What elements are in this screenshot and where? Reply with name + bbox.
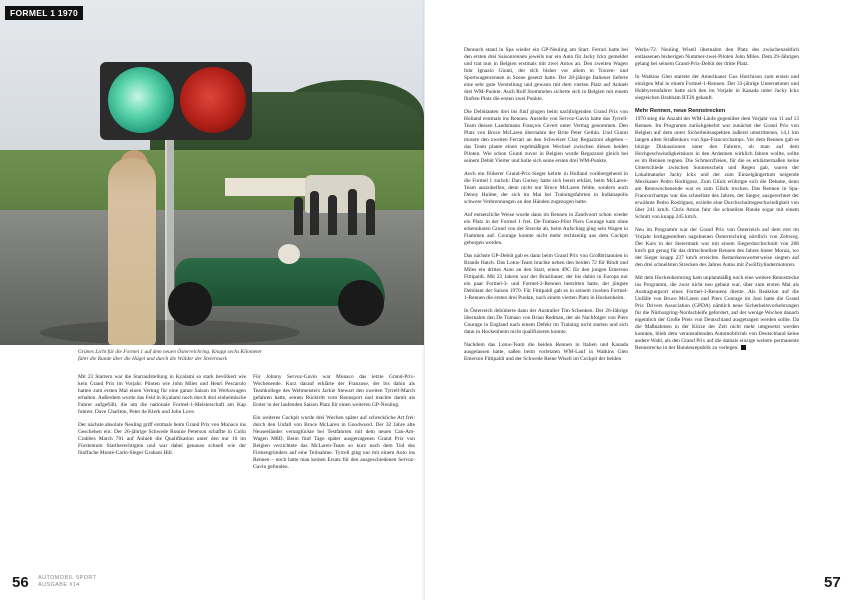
right-column-2 — [635, 47, 799, 358]
red-light-icon — [180, 67, 246, 133]
photo-car-wheel — [338, 280, 384, 326]
paragraph: Nachdem das Lotus-Team die beiden Rennen in Italien und Kanada ausgelassen hatte, saßen beim vorletzten WM-Lauf in Watkins Glen Emerson Fittipaldi und der Schwede Reine Wisell im Cockpit der beiden — [464, 342, 628, 362]
left-page — [0, 0, 424, 600]
paragraph: Auch ein früherer Grand-Prix-Sieger kehrte in Holland vorübergehend in die Formel 1 zurück: Dan Gurney hatte sich bereit erklärt, beim McLaren-Team auszuhelfen, denn nicht nur Bruce McLaren fehlte, sondern auch Denny Hulme, der sich im Mai bei Trainingsfahrten in Indianapolis schwere Verbrennungen an den Händen zugezogen hatte. — [464, 171, 628, 205]
paragraph: In Österreich debütierte dann der Australier Tim Schenken. Der 26-Jährige übernahm den De Tomaso von Brian Redman, der als Nachfolger von Piers Courage in England nach einem Defekt im Training nicht starten und sich dann in Hockenheim nicht qualifizieren konnte. — [464, 308, 628, 335]
paragraph: Neu im Programm war der Grand Prix von Österreich auf dem erst im Vorjahr fertiggestellten nagelneuen Österreichring nördlich von Zeltweg. Der Kurs in der Steiermark war mit einem Siegerdurchschnitt von 208 km/h gut genug für das drittschnellste Rennen des Jahres hinter Monza, wo der Sieger knapp 237 km/h erreichte. Bemerkenswerterweise siegten auf den drei schnellsten Strecken des Jahres Autos mit Zwölfzylindermotoren. — [635, 227, 799, 268]
right-column-1 — [464, 47, 628, 369]
green-light-icon — [108, 67, 174, 133]
paragraph: Werks-72. Neuling Wisell übernahm den Platz des zwischenzeitlich entlassenen bisherigen Nummer-zwei-Piloten John Miles. Dem 29-Jährigen gelang bei seinem Grand-Prix-Debüt der dritte Platz. — [635, 47, 799, 67]
paragraph: Dennoch stand in Spa wieder ein GP-Neuling am Start. Ferrari hatte bei den ersten drei Saisonrennen jeweils nur ein Auto für Jacky Ickx gemeldet und trat nun in Belgien erstmals mit zwei Autos an. Den zweiten Wagen fuhr Ignazio Giunti, der sich bisher vor allem in Touren- und Sportwagenrennen in Szene gesetzt hatte. Der 28-jährige Italiener lieferte eine sehr gute Vorstellung und gewann mit dem vierten Platz auf Anhieb drei WM-Punkte. Auch Rolf Stommelen sicherte sich in Belgien mit einem fünften Platz die ersten zwei Punkte. — [464, 47, 628, 102]
end-mark-icon — [741, 345, 746, 350]
paragraph: 1970 stieg die Anzahl der WM-Läufe gegenüber dem Vorjahr von 11 auf 13 Rennen. Im Programm zurückgekehrt war zunächst der Grand Prix von Belgien auf dem unter Sicherheitsaspekten äußerst umstrittenen, 14,1 km langen alten Straßenkurs von Spa-Francorchamps. Vor dem Rennen gab es hitzige Diskussionen unter den Fahrern, ob man auf dem Hochgeschwindigkeitskurs in den Ardennen wirklich fahren wollte, sollte es im Rennen regnen. Die Schmerzfreien, für die es erklärtermaßen keine Unterschiede zwischen Sonnenschein und Regen gab, waren der Lokalmatador Jacky Ickx und der zum Einzelgängertum neigende Mexikaner Pedro Rodríguez. Zum Glück erübrigte sich die Debatte, denn am Rennwochenende war es zum Glück trocken. Das Rennen in Spa-Francorchamps war das schnellste des Jahres, der Sieger, ausgerechnet der erwähnte Pedro Rodríguez, erzielte eine Durchschnittsgeschwindigkeit von über 241 km/h. Chris Amon fuhr die schnellste Runde sogar mit einem Schnitt von knapp 245 km/h. — [635, 116, 799, 220]
left-column-1 — [78, 374, 246, 463]
magazine-issue: AUSGABE #14 — [38, 582, 80, 588]
photo-crowd — [290, 185, 380, 235]
section-tag: FORMEL 1 1970 — [5, 6, 83, 20]
left-column-2 — [253, 374, 415, 477]
magazine-name: AUTOMOBIL SPORT — [38, 575, 97, 581]
page-number-left: 56 — [12, 574, 29, 591]
paragraph: Die Debütanten drei bis fünf gingen beim nachfolgenden Grand Prix von Holland erstmals ins Rennen. Anstelle von Servoz-Gavin hatte das Tyrrell-Team dessen Landsmann François Cevert unter Vertrag genommen. Den Platz von Bruce McLaren übernahm der Brite Peter Gethin. Und Giunti musste den zweiten Ferrari an den Schweizer Clay Regazzoni abgeben – das Team plante einen regelmäßigen Wechsel zwischen diesen beiden Piloten. Wie schon Giunti zuvor in Belgien wurde Regazzoni gleich bei seinem Debüt Vierter und holte sich seine ersten drei WM-Punkte. — [464, 109, 628, 164]
paragraph: Für Johnny Servoz-Gavin war Monaco das letzte Grand-Prix-Wochenende. Kurz darauf erklärte der Franzose, der bis dahin als Teamkollege des Weltmeisters Jackie Stewart den zweiten Tyrrell-March gefahren hatte, seinen Rücktritt vom Rennsport und machte damit als Erster in der laufenden Saison Platz für einen weiteren GP-Neuling. — [253, 374, 415, 408]
photo-shadow — [40, 320, 300, 345]
paragraph: Der nächste absolute Neuling griff erstmals beim Grand Prix von Monaco ins Geschehen ein: Der 26-jährige Schwede Ronnie Peterson schaffte in Colin Crabbes March 701 auf Anhieb die Qualifikation unter den nur 16 im Fürstentum Startberechtigten und war dabei genauso schnell wie der fünffache Monte-Carlo-Sieger Graham Hill. — [78, 422, 246, 456]
page-number-right: 57 — [824, 574, 841, 591]
section-heading: Mehr Rennen, neue Rennstrecken — [635, 108, 726, 114]
paragraph: Das nächste GP-Debüt gab es dann beim Grand Prix von Großbritannien in Brands Hatch. Das Lotus-Team brachte neben den beiden 72 für Rindt und Miles ein drittes Auto an den Start, einen 49C für den jungen Emerson Fittipaldi. Mit 23 Jahren war der Brasilianer, der bis dahin in Europa nur ein paar Formel-3- und Formel-2-Rennen bestritten hatte, der jüngste Debütant der Saison 1970. Für Fittipaldi gab es in seinem zweiten Formel-1-Rennen die ersten drei Punkte, nach einem vierten Platz in Hockenheim. — [464, 253, 628, 301]
photo-driver-helmet — [278, 244, 300, 264]
paragraph-last — [635, 275, 799, 352]
magazine-footer — [38, 575, 96, 589]
paragraph-text: Mit dem Hockenheimring kam unplanmäßig noch eine weitere Rennstrecke ins Programm, die zwar nicht neu gebaut war, über zum ersten Mal als Austragungsort eines Formel-1-Rennens diente. Als Reaktion auf die Unfälle von Bruce McLaren und Piers Courage im Juni hatte die Grand Prix Drivers Association (GPDA) nämlich neue Sicherheitsvorkehrungen für die Nürburgring-Nordschleife gefordert, auf der wenige Wochen danach eigentlich der Große Preis von Deutschland ausgetragen werden sollte. Da die Maßnahmen in der Kürze der Zeit nicht mehr umgesetzt werden konnten, blieb dem veranstaltenden Automobilclub von Deutschland keine andere Wahl, als den Grand Prix auf die damals einzige weitere permanente Rennstrecke in der Bundesrepublik zu verlegen. — [635, 275, 799, 351]
paragraph: Ein weiteres Cockpit wurde drei Wochen später auf schreckliche Art frei: durch den Unfall von Bruce McLaren in Goodwood. Der 32 Jahre alte Neuseeländer verunglückte bei Testfahrten mit dem neuen Can-Am-Wagen M8D. Beim fünf Tage später ausgetragenen Grand Prix von Belgien verzichtete das McLaren-Team so kurz nach dem Tod des Firmengründers auf eine Teilnahme. Tyrrell ging nur mit einem Auto ins Rennen – noch hatte man keinen Ersatz für den ausgeschiedenen Servoz-Gavin gefunden. — [253, 415, 415, 470]
photo-car-wheel — [168, 282, 212, 326]
photo-marshal — [108, 158, 156, 345]
right-page — [425, 0, 849, 600]
paragraph: In Watkins Glen startete der Amerikaner Gus Hutchison zum ersten und einzigen Mal in einem Formel-1-Rennen. Der 33-jährige Unternehmer und Hobbyrennfahrer hatte sich den im Vorjahr in Kanada unter Jacky Ickx siegreichen Brabham BT26 gekauft. — [635, 74, 799, 101]
photo-race-start — [0, 0, 424, 345]
photo-caption: Grünes Licht für die Formel 1 auf dem neuen Österreichring. Knapp sechs Kilometer führt die Runde über die Hügel und durch die Wälder der Steiermark — [78, 349, 263, 362]
paragraph: Auf entsetzliche Weise wurde dann im Rennen in Zandvoort schon wieder ein Platz in der Formel 1 frei. De-Tomaso-Pilot Piers Courage kam ohne erkennbaren Grund von der Strecke ab, beim Aufschlag ging sein Wagen in Flammen auf. Courage konnte nicht mehr rechtzeitig aus dem Cockpit geborgen werden. — [464, 212, 628, 246]
paragraph: Mit 23 Startern war die Startaufstellung in Kyalami so stark bevölkert wie kein Grand Prix im Vorjahr. Piloten wie John Miles und Henri Pescarolo hatten zum ersten Mal einen Vertrag für eine ganze Saison im Werkswagen erhalten. Außerdem wurde das Feld in Kyalami noch durch drei einheimische Fahrer aufgefüllt, die um die nationale Formel-1-Meisterschaft am Kap fuhren: Dave Charlton, Peter de Klerk und John Love. — [78, 374, 246, 415]
